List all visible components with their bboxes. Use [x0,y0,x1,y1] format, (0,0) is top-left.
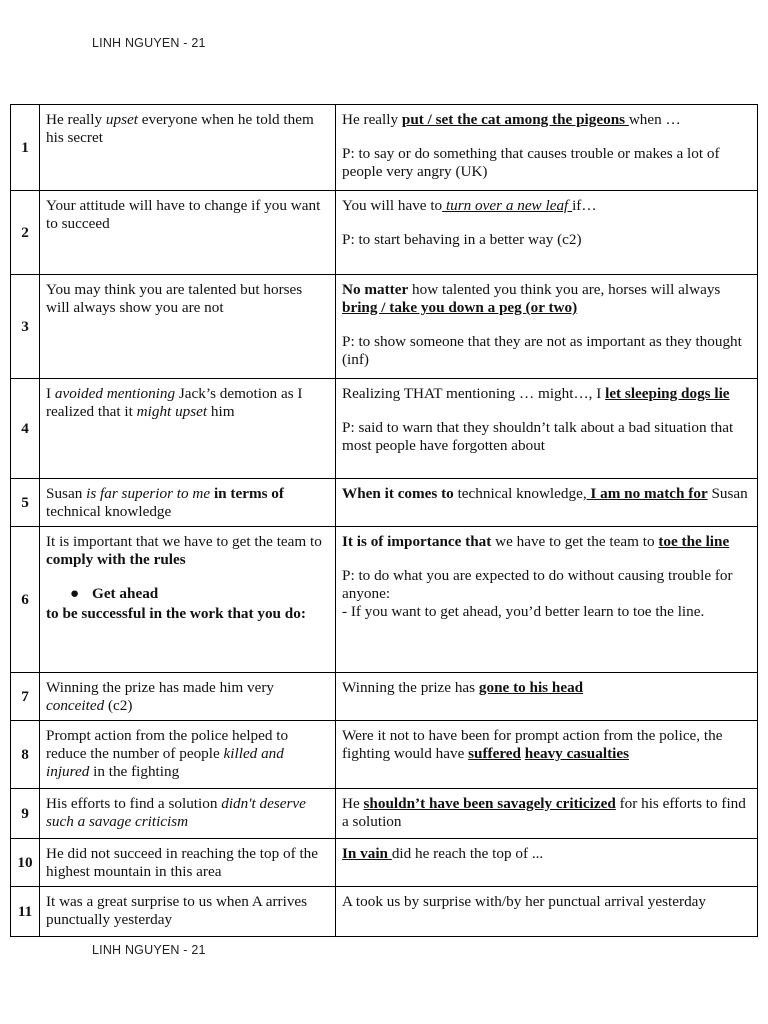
rewrite-cell [336,887,758,937]
row-number: 1 [11,105,40,191]
text-segment: Jack’s demotion as I realized that it [46,385,303,420]
text-segment: His efforts to find a solution [46,795,222,812]
text-segment: comply with the rules [46,551,186,568]
rewrite-sentence [342,281,751,317]
text-segment: might upset [136,403,208,420]
original-sentence-cell [40,721,336,789]
original-sentence-cell [40,789,336,839]
table-row [11,887,758,937]
text-segment: avoided mentioning [54,385,176,402]
rewrite-cell [336,479,758,527]
text-segment: didn't deserve such a savage criticism [46,795,306,830]
rewrite-sentence [342,679,751,697]
text-segment: P: to say or do something that causes trouble or makes a lot of people very angry (UK) [342,145,720,180]
row-number: 10 [11,839,40,887]
text-segment: we have to get the team to [491,533,659,550]
original-sentence [46,727,329,781]
page-header: LINH NGUYEN - 21 [92,36,206,50]
bullet-dot-icon: ● [70,585,80,602]
text-segment: suffered [468,745,521,762]
text-segment: It was a great surprise to us when A arrives punctually yesterday [46,893,308,928]
text-segment: Were it not to have been for prompt action from the police, the fighting would have [342,727,723,762]
text-segment: in the fighting [89,763,180,780]
text-segment: for his efforts to find a solution [342,795,746,830]
original-sentence [46,197,329,233]
original-sentence [46,111,329,147]
row-number: 9 [11,789,40,839]
text-segment: You may think you are talented but horses will always show you are not [46,281,303,316]
text-segment: Susan [46,485,87,502]
text-segment: I [46,385,55,402]
rewrite-cell [336,191,758,275]
bullet-item [70,585,329,603]
phrase-definition [342,419,751,455]
text-segment: him [207,403,235,420]
rewrite-sentence [342,533,751,551]
text-segment: heavy casualties [524,745,629,762]
original-sentence [46,485,329,521]
rewrite-cell [336,789,758,839]
rewrite-sentence [342,111,751,129]
text-segment: technical knowledge, [453,485,587,502]
text-segment: killed and injured [46,745,284,780]
text-segment: bring / take you down a peg (or two) [342,299,578,316]
text-segment: Winning the prize has made him very [46,679,274,696]
row-number: 11 [11,887,40,937]
original-sentence-cell [40,191,336,275]
bullet-text: Get ahead [92,585,159,602]
phrase-definition [342,231,751,249]
rewrite-sentence [342,485,751,503]
text-segment: He really [342,111,402,128]
row-number: 3 [11,275,40,379]
text-segment: It is of importance that [342,533,492,550]
text-segment: technical knowledge [46,503,172,520]
table-row [11,191,758,275]
table-row [11,275,758,379]
original-sentence [46,385,329,421]
original-sentence-cell [40,527,336,673]
text-segment: In vain [342,845,392,862]
text-segment: when … [628,111,681,128]
original-sentence-cell [40,839,336,887]
original-sentence [46,679,329,715]
original-sentence [46,533,329,569]
text-segment: He really [46,111,106,128]
row-number: 7 [11,673,40,721]
text-segment: Prompt action from the police helped to reduce the number of people [46,727,289,762]
text-segment: He [342,795,364,812]
original-sentence-cell [40,275,336,379]
text-segment: Realizing THAT mentioning … might…, I [342,385,606,402]
text-segment: When it comes to [342,485,454,502]
text-segment: P: said to warn that they shouldn’t talk about a bad situation that most people have forgotten about [342,419,734,454]
text-segment: turn over a new leaf [442,197,573,214]
table-row [11,673,758,721]
original-sentence-cell [40,379,336,479]
rewrite-cell [336,275,758,379]
original-sentence [46,281,329,317]
original-sentence-cell [40,673,336,721]
original-sentence-cell [40,105,336,191]
rewrite-cell [336,527,758,673]
text-segment: upset [105,111,138,128]
rewrite-cell [336,673,758,721]
rewrite-cell [336,105,758,191]
text-segment: You will have to [342,197,443,214]
text-segment: is far superior to me [86,485,211,502]
text-segment: I am no match for [586,485,708,502]
page-footer: LINH NGUYEN - 21 [92,943,206,957]
bullet-definition: to be successful in the work that you do: [46,605,306,622]
text-segment: gone to his head [478,679,584,696]
text-segment: (c2) [104,697,133,714]
rewrite-cell [336,839,758,887]
original-sentence [46,845,329,881]
rewrite-cell [336,721,758,789]
phrase-definition [342,145,751,181]
exercise-table [10,104,758,937]
exercise-table-body [11,105,758,937]
table-row [11,105,758,191]
text-segment: did he reach the top of ... [391,845,544,862]
text-segment: shouldn’t have been savagely criticized [363,795,616,812]
rewrite-sentence [342,845,751,863]
text-segment: let sleeping dogs lie [605,385,730,402]
phrase-definition [342,567,751,603]
text-segment: if… [572,197,597,214]
text-segment: A took us by surprise with/by her punctual arrival yesterday [342,893,706,910]
text-segment: in terms of [210,485,284,502]
rewrite-sentence [342,893,751,911]
rewrite-cell [336,379,758,479]
text-segment: how talented you think you are, horses will always [408,281,721,298]
original-sentence-cell [40,887,336,937]
text-segment: P: to start behaving in a better way (c2) [342,231,582,248]
text-segment: It is important that we have to get the team to [46,533,322,550]
row-number: 2 [11,191,40,275]
rewrite-sentence [342,197,751,215]
row-number: 8 [11,721,40,789]
example-sentence: - If you want to get ahead, you’d better learn to toe the line. [342,603,705,620]
rewrite-sentence [342,385,751,403]
text-segment: put / set the cat among the pigeons [401,111,629,128]
text-segment: P: to do what you are expected to do without causing trouble for anyone: [342,567,733,602]
text-segment: everyone when he told them his secret [46,111,314,146]
text-segment: Your attitude will have to change if you want to succeed [46,197,321,232]
original-sentence [46,795,329,831]
row-number: 6 [11,527,40,673]
text-segment: Winning the prize has [342,679,479,696]
table-row [11,527,758,673]
rewrite-sentence [342,795,751,831]
text-segment: Susan [707,485,748,502]
table-row [11,721,758,789]
phrase-definition [342,333,751,369]
table-row [11,839,758,887]
original-sentence [46,893,329,929]
row-number: 4 [11,379,40,479]
text-segment: P: to show someone that they are not as important as they thought (inf) [342,333,742,368]
table-row [11,479,758,527]
text-segment: He did not succeed in reaching the top of the highest mountain in this area [46,845,319,880]
text-segment: No matter [342,281,409,298]
text-segment: toe the line [658,533,730,550]
rewrite-sentence [342,727,751,763]
text-segment: conceited [46,697,105,714]
original-sentence-cell [40,479,336,527]
table-row [11,379,758,479]
table-row [11,789,758,839]
row-number: 5 [11,479,40,527]
